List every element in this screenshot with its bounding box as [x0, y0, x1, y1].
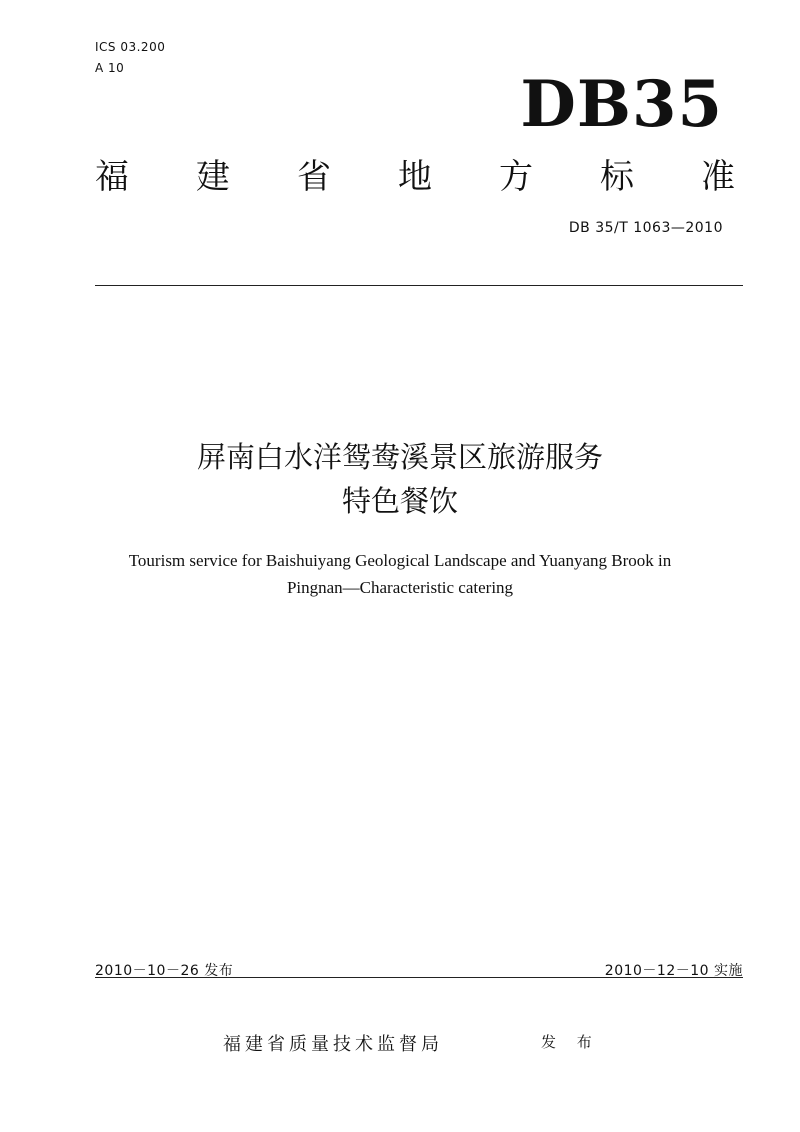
bottom-divider [95, 977, 743, 978]
standard-type-char: 建 [196, 157, 230, 197]
implementation-date: 2010－12－10 实施 [604, 963, 743, 979]
issuer-verb: 发 布 [541, 1033, 600, 1051]
title-en-line1: Tourism service for Baishuiyang Geological Landscape and Yuanyang Brook in [128, 551, 672, 570]
ccs-code: A 10 [95, 61, 125, 75]
title-en-line2: Pingnan—Characteristic catering [286, 578, 514, 597]
standard-mark: DB35 [520, 67, 723, 142]
ics-code: ICS 03.200 [95, 40, 166, 54]
standard-type-char: 福 [95, 157, 129, 197]
issuer-name: 福建省质量技术监督局 [223, 1034, 443, 1055]
standard-type-char: 标 [600, 157, 634, 197]
standard-number: DB 35/T 1063—2010 [568, 220, 723, 236]
issue-date: 2010－10－26 发布 [95, 963, 234, 979]
standard-type [95, 155, 735, 199]
standard-type-char: 方 [499, 157, 533, 197]
top-divider [95, 285, 743, 286]
standard-type-char: 省 [297, 157, 331, 197]
title-cn-line2: 特色餐饮 [341, 484, 458, 518]
title-cn-line1: 屏南白水洋鸳鸯溪景区旅游服务 [196, 440, 603, 474]
standard-type-char: 准 [701, 157, 735, 197]
standard-type-char: 地 [398, 157, 432, 197]
